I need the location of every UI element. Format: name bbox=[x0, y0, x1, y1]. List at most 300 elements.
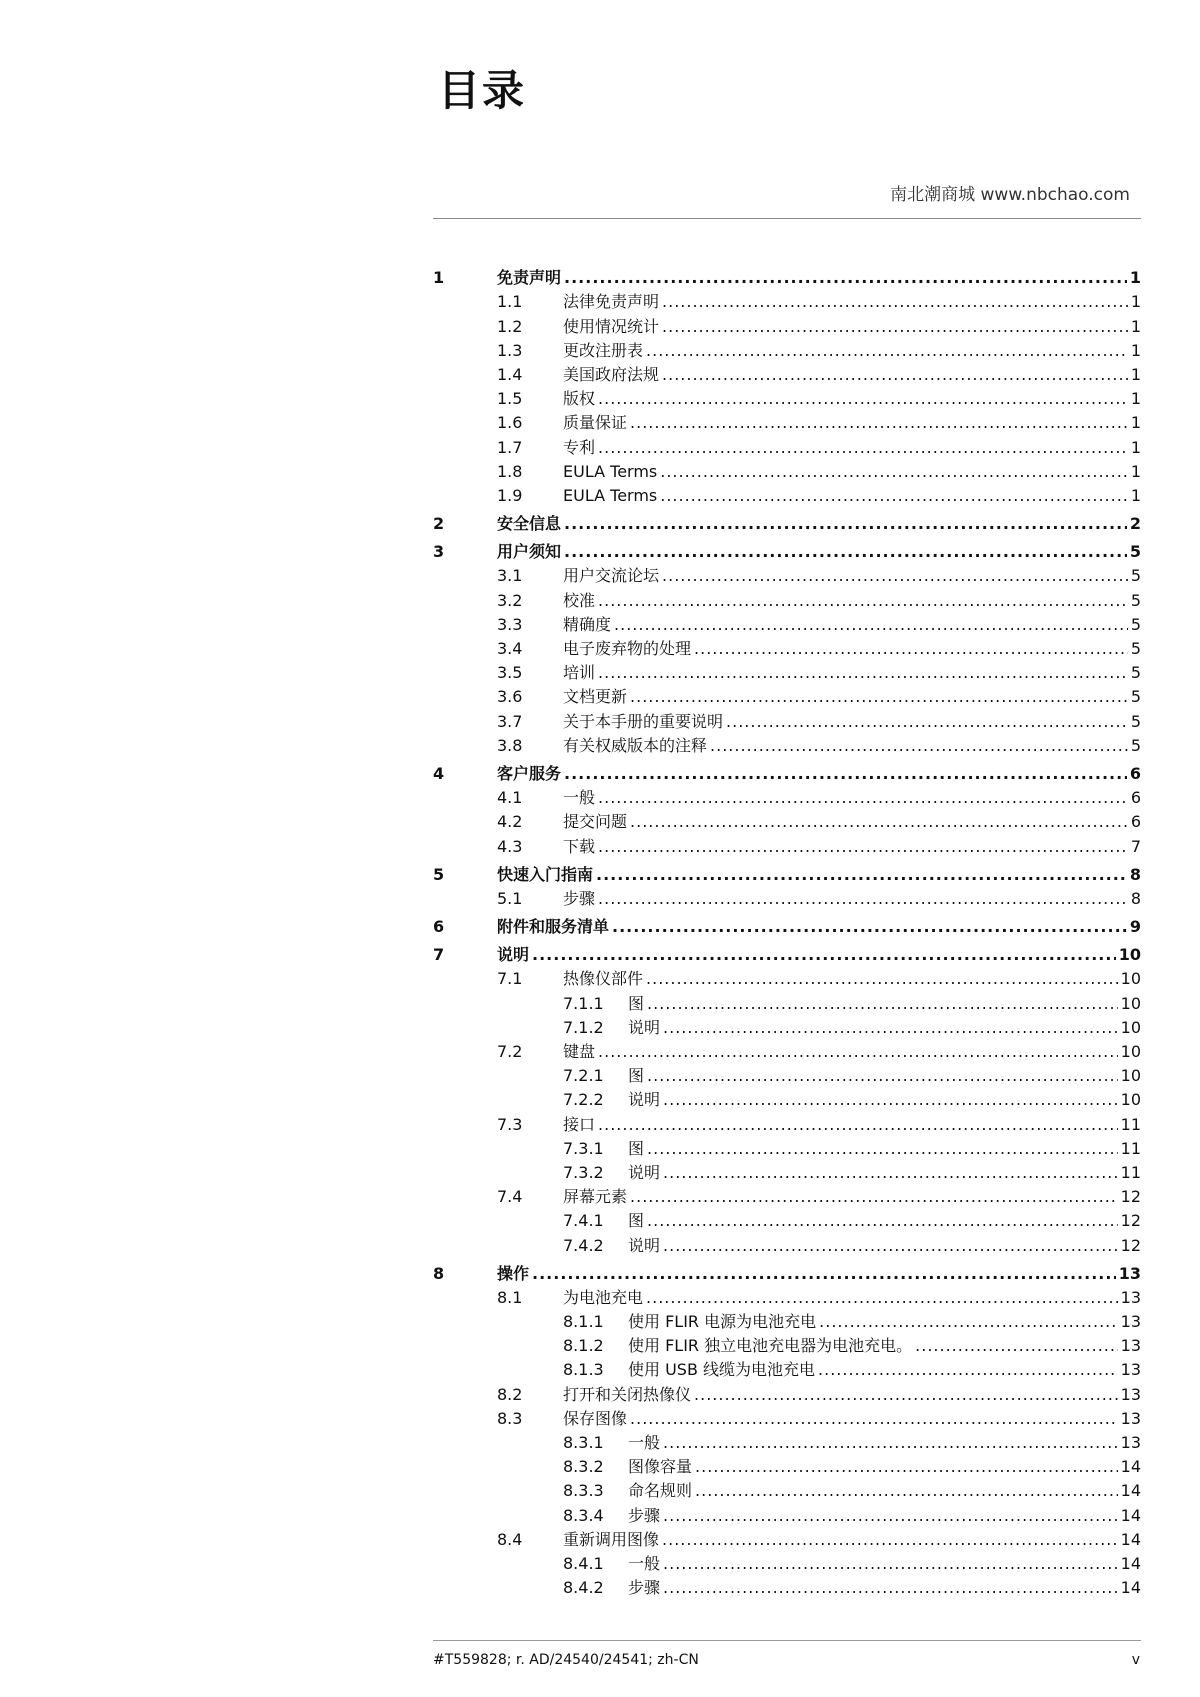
toc-entry-page: 2 bbox=[1129, 514, 1141, 534]
toc-entry-line bbox=[497, 865, 1141, 885]
toc-dot-leader bbox=[630, 1409, 1118, 1429]
page-title: 目录 bbox=[438, 66, 527, 115]
toc-entry-label: 版权 bbox=[563, 389, 596, 409]
toc-entry-line bbox=[628, 1018, 1141, 1038]
toc-dot-leader bbox=[598, 663, 1128, 683]
toc-entry-line bbox=[563, 615, 1141, 635]
toc-dot-leader bbox=[819, 1312, 1118, 1332]
toc-entry-line bbox=[628, 1336, 1141, 1356]
toc-entry-line bbox=[563, 712, 1141, 732]
toc-entry-page: 13 bbox=[1118, 1263, 1141, 1283]
toc-entry-label: 操作 bbox=[497, 1263, 530, 1283]
toc-entry[interactable] bbox=[433, 339, 1141, 363]
toc-entry-line bbox=[497, 514, 1141, 534]
toc-entry[interactable] bbox=[433, 1112, 1141, 1136]
toc-dot-leader bbox=[564, 542, 1127, 562]
toc-entry-number: 1.2 bbox=[497, 316, 523, 336]
toc-entry-line bbox=[628, 1211, 1141, 1231]
toc-dot-leader bbox=[663, 1578, 1118, 1598]
toc-entry-page: 13 bbox=[1120, 1408, 1141, 1428]
toc-dot-leader bbox=[598, 591, 1128, 611]
toc-entry-label: 培训 bbox=[563, 663, 596, 683]
toc-entry-line bbox=[628, 1457, 1141, 1477]
toc-entry[interactable] bbox=[433, 1503, 1141, 1527]
toc-entry-line bbox=[563, 292, 1141, 312]
toc-entry-number: 8.1.2 bbox=[563, 1336, 604, 1356]
toc-entry-label: 步骤 bbox=[628, 1505, 661, 1525]
toc-entry-number: 8.3.3 bbox=[563, 1481, 604, 1501]
toc-entry[interactable] bbox=[433, 786, 1141, 810]
toc-entry[interactable] bbox=[433, 1382, 1141, 1406]
toc-entry-page: 10 bbox=[1120, 1090, 1141, 1110]
toc-entry-page: 1 bbox=[1130, 316, 1141, 336]
toc-entry-line bbox=[497, 764, 1141, 784]
toc-dot-leader bbox=[915, 1336, 1118, 1356]
toc-entry[interactable] bbox=[433, 1233, 1141, 1257]
toc-entry-page: 12 bbox=[1120, 1211, 1141, 1231]
toc-entry[interactable] bbox=[433, 290, 1141, 314]
toc-entry-label: 图 bbox=[628, 1066, 645, 1086]
toc-dot-leader bbox=[598, 889, 1128, 909]
toc-entry-number: 8.3 bbox=[497, 1408, 523, 1428]
toc-dot-leader bbox=[662, 566, 1128, 586]
toc-dot-leader bbox=[647, 1066, 1118, 1086]
toc-entry-number: 5.1 bbox=[497, 888, 523, 908]
toc-dot-leader bbox=[598, 1042, 1118, 1062]
toc-entry-page: 10 bbox=[1120, 1042, 1141, 1061]
toc-entry-line bbox=[628, 1433, 1141, 1453]
toc-entry-line bbox=[563, 1288, 1141, 1308]
toc-entry-number: 8.3.4 bbox=[563, 1505, 604, 1525]
toc-entry-number: 7.3.2 bbox=[563, 1162, 604, 1182]
toc-entry-label: 校准 bbox=[563, 590, 596, 610]
toc-entry-line bbox=[563, 317, 1141, 337]
toc-entry-number: 7.4.1 bbox=[563, 1211, 604, 1231]
toc-dot-leader bbox=[663, 1090, 1118, 1110]
toc-entry-line bbox=[628, 1236, 1141, 1256]
toc-entry-label: 保存图像 bbox=[563, 1408, 628, 1428]
toc-entry-label: 有关权威版本的注释 bbox=[563, 735, 708, 755]
toc-entry-page: 14 bbox=[1120, 1578, 1141, 1598]
toc-entry[interactable] bbox=[433, 588, 1141, 612]
toc-entry-number: 1.8 bbox=[497, 461, 523, 481]
toc-entry[interactable] bbox=[433, 512, 1141, 536]
toc-entry-number: 8.4 bbox=[497, 1529, 523, 1549]
toc-entry-page: 14 bbox=[1120, 1481, 1141, 1501]
toc-entry-label: 说明 bbox=[628, 1162, 661, 1182]
toc-entry-page: 5 bbox=[1130, 639, 1141, 658]
toc-entry[interactable] bbox=[433, 1088, 1141, 1112]
toc-dot-leader bbox=[596, 865, 1127, 885]
toc-entry[interactable] bbox=[433, 540, 1141, 564]
toc-entry-number: 3.1 bbox=[497, 566, 523, 586]
toc-entry-label: 重新调用图像 bbox=[563, 1529, 660, 1549]
toc-entry-line bbox=[563, 788, 1141, 808]
toc-entry-page: 13 bbox=[1120, 1360, 1141, 1380]
toc-entry-line bbox=[563, 341, 1141, 361]
toc-entry-page: 7 bbox=[1130, 836, 1141, 856]
toc-entry[interactable] bbox=[433, 834, 1141, 858]
toc-entry-label: 使用情况统计 bbox=[563, 316, 660, 336]
toc-entry-number: 1.7 bbox=[497, 437, 523, 457]
toc-entry-label: 键盘 bbox=[563, 1042, 596, 1061]
toc-entry-number: 7.2 bbox=[497, 1042, 523, 1061]
toc-entry-label: 图像容量 bbox=[628, 1457, 693, 1477]
toc-dot-leader bbox=[662, 292, 1128, 312]
toc-entry-page: 5 bbox=[1130, 711, 1141, 731]
toc-entry[interactable] bbox=[433, 1479, 1141, 1503]
toc-entry-page: 5 bbox=[1129, 542, 1141, 562]
toc-entry-line bbox=[628, 1163, 1141, 1183]
toc-dot-leader bbox=[564, 764, 1127, 784]
toc-dot-leader bbox=[694, 639, 1128, 659]
toc-entry-number: 8.2 bbox=[497, 1384, 523, 1404]
toc-entry[interactable] bbox=[433, 1286, 1141, 1310]
toc-dot-leader bbox=[818, 1360, 1118, 1380]
toc-entry-line bbox=[628, 1066, 1141, 1086]
toc-dot-leader bbox=[663, 1163, 1118, 1183]
toc-entry-label: 用户交流论坛 bbox=[563, 566, 660, 586]
toc-entry-line bbox=[628, 1090, 1141, 1110]
toc-entry-label: 文档更新 bbox=[563, 687, 628, 707]
toc-entry-label: 一般 bbox=[628, 1553, 661, 1573]
toc-entry-line bbox=[563, 1409, 1141, 1429]
toc-entry[interactable] bbox=[433, 266, 1141, 290]
toc-dot-leader bbox=[630, 812, 1128, 832]
toc-entry-line bbox=[563, 1530, 1141, 1550]
toc-entry[interactable] bbox=[433, 1016, 1141, 1040]
header-divider bbox=[433, 218, 1141, 219]
toc-entry-page: 13 bbox=[1120, 1433, 1141, 1452]
toc-entry-page: 1 bbox=[1130, 485, 1141, 505]
table-of-contents bbox=[433, 266, 1141, 1600]
toc-entry[interactable] bbox=[433, 1161, 1141, 1185]
toc-dot-leader bbox=[660, 486, 1128, 506]
toc-dot-leader bbox=[663, 1506, 1118, 1526]
toc-entry-line bbox=[563, 1385, 1141, 1405]
toc-entry-line bbox=[563, 1042, 1141, 1062]
toc-entry-number: 3.2 bbox=[497, 590, 523, 610]
toc-entry-page: 5 bbox=[1130, 735, 1141, 755]
toc-entry-label: EULA Terms bbox=[563, 461, 658, 481]
toc-entry-number: 8 bbox=[433, 1263, 445, 1283]
toc-dot-leader bbox=[630, 1187, 1118, 1207]
toc-entry-line bbox=[628, 994, 1141, 1014]
toc-entry-page: 6 bbox=[1130, 788, 1141, 808]
toc-entry[interactable] bbox=[433, 1358, 1141, 1382]
toc-entry-label: 安全信息 bbox=[497, 514, 562, 534]
toc-entry-label: 一般 bbox=[628, 1433, 661, 1452]
toc-entry[interactable] bbox=[433, 1185, 1141, 1209]
toc-entry[interactable] bbox=[433, 435, 1141, 459]
toc-entry-page: 6 bbox=[1129, 763, 1141, 783]
toc-entry-line bbox=[563, 462, 1141, 482]
toc-entry-label: 步骤 bbox=[563, 888, 596, 908]
toc-entry[interactable] bbox=[433, 1209, 1141, 1233]
toc-entry-label: 打开和关闭热像仪 bbox=[563, 1384, 692, 1404]
toc-dot-leader bbox=[630, 687, 1128, 707]
toc-entry-label: 法律免责声明 bbox=[563, 292, 660, 312]
toc-dot-leader bbox=[598, 438, 1128, 458]
toc-entry-page: 5 bbox=[1130, 663, 1141, 683]
toc-entry-number: 1.4 bbox=[497, 364, 523, 384]
toc-entry-page: 1 bbox=[1130, 437, 1141, 457]
toc-dot-leader bbox=[660, 462, 1128, 482]
toc-entry[interactable] bbox=[433, 1262, 1141, 1286]
toc-entry-page: 1 bbox=[1130, 292, 1141, 312]
toc-entry-page: 10 bbox=[1120, 969, 1141, 989]
toc-entry-label: 接口 bbox=[563, 1114, 596, 1134]
toc-dot-leader bbox=[663, 1236, 1118, 1256]
toc-entry-line bbox=[563, 837, 1141, 857]
toc-entry[interactable] bbox=[433, 1137, 1141, 1161]
toc-entry[interactable] bbox=[433, 1334, 1141, 1358]
toc-entry-line bbox=[563, 639, 1141, 659]
toc-entry-line bbox=[628, 1312, 1141, 1332]
toc-entry-page: 13 bbox=[1120, 1336, 1141, 1356]
toc-entry-page: 5 bbox=[1130, 590, 1141, 610]
toc-entry-number: 4.1 bbox=[497, 788, 523, 808]
toc-entry-label: EULA Terms bbox=[563, 485, 658, 505]
toc-entry-page: 14 bbox=[1120, 1529, 1141, 1549]
toc-entry-label: 专利 bbox=[563, 437, 596, 457]
toc-entry-line bbox=[563, 687, 1141, 707]
toc-entry[interactable] bbox=[433, 363, 1141, 387]
toc-entry-line bbox=[628, 1578, 1141, 1598]
toc-entry[interactable] bbox=[433, 810, 1141, 834]
toc-entry-label: 电子废弃物的处理 bbox=[563, 639, 692, 658]
toc-entry-number: 3.8 bbox=[497, 735, 523, 755]
toc-entry[interactable] bbox=[433, 314, 1141, 338]
toc-dot-leader bbox=[630, 413, 1128, 433]
toc-entry[interactable] bbox=[433, 887, 1141, 911]
toc-entry-number: 1 bbox=[433, 268, 445, 288]
toc-dot-leader bbox=[694, 1385, 1118, 1405]
toc-entry-number: 7.3.1 bbox=[563, 1138, 604, 1158]
toc-dot-leader bbox=[663, 1554, 1118, 1574]
toc-entry-label: 图 bbox=[628, 993, 645, 1013]
toc-entry-line bbox=[563, 438, 1141, 458]
toc-entry-number: 4 bbox=[433, 763, 445, 783]
toc-dot-leader bbox=[564, 268, 1127, 288]
toc-entry[interactable] bbox=[433, 564, 1141, 588]
toc-entry-line bbox=[563, 969, 1141, 989]
toc-entry-number: 8.1.3 bbox=[563, 1360, 604, 1380]
toc-entry-page: 14 bbox=[1120, 1553, 1141, 1573]
toc-entry-label: 屏幕元素 bbox=[563, 1187, 628, 1207]
toc-dot-leader bbox=[614, 615, 1128, 635]
toc-entry-number: 1.6 bbox=[497, 413, 523, 433]
toc-entry-label: 免责声明 bbox=[497, 268, 562, 288]
toc-dot-leader bbox=[646, 1288, 1118, 1308]
toc-entry-label: 说明 bbox=[628, 1017, 661, 1037]
toc-entry-page: 13 bbox=[1120, 1384, 1141, 1404]
toc-entry[interactable] bbox=[433, 991, 1141, 1015]
toc-entry-number: 5 bbox=[433, 864, 445, 884]
toc-dot-leader bbox=[695, 1457, 1118, 1477]
toc-entry-line bbox=[563, 736, 1141, 756]
footer-doc-id: #T559828; r. AD/24540/24541; zh-CN bbox=[433, 1652, 699, 1668]
toc-entry-page: 1 bbox=[1130, 340, 1141, 360]
toc-entry-page: 1 bbox=[1130, 364, 1141, 384]
toc-entry[interactable] bbox=[433, 943, 1141, 967]
toc-dot-leader bbox=[695, 1481, 1118, 1501]
toc-entry-label: 质量保证 bbox=[563, 413, 628, 433]
toc-entry-line bbox=[628, 1139, 1141, 1159]
toc-entry-number: 7.2.1 bbox=[563, 1066, 604, 1086]
toc-entry[interactable] bbox=[433, 1040, 1141, 1064]
toc-entry-label: 客户服务 bbox=[497, 763, 562, 783]
toc-entry-label: 热像仪部件 bbox=[563, 969, 644, 989]
toc-entry-page: 10 bbox=[1118, 945, 1141, 965]
toc-entry-page: 1 bbox=[1130, 413, 1141, 433]
toc-entry-page: 8 bbox=[1129, 864, 1141, 884]
toc-entry-page: 5 bbox=[1130, 614, 1141, 634]
toc-entry-number: 6 bbox=[433, 917, 445, 937]
toc-entry-number: 4.2 bbox=[497, 812, 523, 832]
toc-dot-leader bbox=[663, 1018, 1118, 1038]
toc-entry-number: 8.4.2 bbox=[563, 1578, 604, 1598]
toc-entry-label: 提交问题 bbox=[563, 812, 628, 832]
toc-entry-label: 说明 bbox=[497, 945, 530, 965]
toc-entry-line bbox=[497, 1264, 1141, 1284]
toc-entry[interactable] bbox=[433, 460, 1141, 484]
toc-entry[interactable] bbox=[433, 685, 1141, 709]
toc-entry[interactable] bbox=[433, 387, 1141, 411]
toc-entry-number: 3 bbox=[433, 542, 445, 562]
toc-entry-number: 7.2.2 bbox=[563, 1090, 604, 1110]
toc-entry[interactable] bbox=[433, 661, 1141, 685]
toc-entry-page: 1 bbox=[1129, 268, 1141, 288]
toc-entry[interactable] bbox=[433, 709, 1141, 733]
toc-entry-number: 3.4 bbox=[497, 639, 523, 658]
toc-entry-page: 8 bbox=[1130, 888, 1141, 908]
toc-entry-page: 1 bbox=[1130, 461, 1141, 481]
toc-entry-label: 图 bbox=[628, 1138, 645, 1158]
toc-entry-label: 图 bbox=[628, 1211, 645, 1231]
toc-entry-label: 更改注册表 bbox=[563, 340, 644, 360]
toc-dot-leader bbox=[598, 1115, 1118, 1135]
toc-entry-number: 7.1.1 bbox=[563, 993, 604, 1013]
toc-entry-line bbox=[497, 542, 1141, 562]
toc-entry-line bbox=[563, 413, 1141, 433]
toc-entry-number: 8.3.2 bbox=[563, 1457, 604, 1477]
toc-entry-number: 7.4.2 bbox=[563, 1235, 604, 1255]
toc-entry[interactable] bbox=[433, 734, 1141, 758]
toc-entry[interactable] bbox=[433, 967, 1141, 991]
toc-entry-page: 6 bbox=[1130, 812, 1141, 832]
toc-entry-line bbox=[563, 566, 1141, 586]
toc-entry-page: 5 bbox=[1130, 687, 1141, 707]
toc-entry-label: 下载 bbox=[563, 836, 596, 856]
toc-entry[interactable] bbox=[433, 1310, 1141, 1334]
toc-entry-label: 步骤 bbox=[628, 1578, 661, 1598]
toc-entry-line bbox=[628, 1554, 1141, 1574]
toc-entry[interactable] bbox=[433, 1576, 1141, 1600]
toc-entry[interactable] bbox=[433, 1431, 1141, 1455]
toc-entry-line bbox=[563, 663, 1141, 683]
toc-entry-number: 7.1 bbox=[497, 969, 523, 989]
toc-entry-number: 7 bbox=[433, 945, 445, 965]
toc-entry-label: 使用 FLIR 电源为电池充电 bbox=[628, 1312, 817, 1332]
toc-entry-label: 精确度 bbox=[563, 614, 612, 634]
toc-entry-number: 2 bbox=[433, 514, 445, 534]
toc-dot-leader bbox=[647, 1211, 1118, 1231]
toc-entry-number: 8.3.1 bbox=[563, 1433, 604, 1452]
toc-entry-number: 3.5 bbox=[497, 663, 523, 683]
toc-entry-number: 3.3 bbox=[497, 614, 523, 634]
toc-entry-page: 13 bbox=[1120, 1287, 1141, 1307]
toc-entry-page: 9 bbox=[1129, 917, 1141, 937]
toc-entry-label: 快速入门指南 bbox=[497, 864, 594, 884]
toc-entry-page: 11 bbox=[1120, 1138, 1141, 1158]
toc-entry-page: 11 bbox=[1120, 1162, 1141, 1182]
toc-entry-line bbox=[563, 812, 1141, 832]
toc-entry-line bbox=[628, 1481, 1141, 1501]
toc-entry-line bbox=[563, 889, 1141, 909]
toc-entry-page: 14 bbox=[1120, 1505, 1141, 1525]
toc-entry[interactable] bbox=[433, 1064, 1141, 1088]
toc-entry-line bbox=[497, 945, 1141, 965]
toc-entry-line bbox=[563, 1115, 1141, 1135]
toc-entry-label: 关于本手册的重要说明 bbox=[563, 711, 724, 731]
toc-dot-leader bbox=[532, 1264, 1116, 1284]
toc-entry[interactable] bbox=[433, 915, 1141, 939]
toc-entry-number: 8.4.1 bbox=[563, 1553, 604, 1573]
toc-entry-number: 8.1.1 bbox=[563, 1312, 604, 1332]
toc-entry[interactable] bbox=[433, 1552, 1141, 1576]
toc-dot-leader bbox=[647, 994, 1118, 1014]
toc-entry[interactable] bbox=[433, 613, 1141, 637]
toc-entry-label: 说明 bbox=[628, 1090, 661, 1110]
toc-entry[interactable] bbox=[433, 411, 1141, 435]
footer-divider bbox=[433, 1640, 1141, 1641]
toc-entry-line bbox=[563, 591, 1141, 611]
toc-dot-leader bbox=[598, 389, 1128, 409]
toc-entry-number: 1.3 bbox=[497, 340, 523, 360]
toc-dot-leader bbox=[646, 341, 1128, 361]
watermark-text: 南北潮商城 www.nbchao.com bbox=[890, 185, 1130, 205]
toc-dot-leader bbox=[612, 917, 1127, 937]
toc-dot-leader bbox=[710, 736, 1128, 756]
toc-entry-page: 1 bbox=[1130, 389, 1141, 409]
toc-entry-page: 11 bbox=[1120, 1114, 1141, 1134]
toc-dot-leader bbox=[564, 514, 1127, 534]
toc-entry-label: 为电池充电 bbox=[563, 1287, 644, 1307]
toc-dot-leader bbox=[647, 1139, 1118, 1159]
toc-entry-line bbox=[563, 389, 1141, 409]
toc-entry-label: 说明 bbox=[628, 1235, 661, 1255]
toc-entry[interactable] bbox=[433, 1455, 1141, 1479]
toc-entry-line bbox=[563, 1187, 1141, 1207]
toc-entry-page: 12 bbox=[1120, 1187, 1141, 1207]
toc-entry-label: 使用 FLIR 独立电池充电器为电池充电。 bbox=[628, 1336, 913, 1356]
footer-page-number: v bbox=[1131, 1652, 1140, 1668]
toc-entry[interactable] bbox=[433, 1528, 1141, 1552]
toc-dot-leader bbox=[663, 1433, 1118, 1453]
toc-entry[interactable] bbox=[433, 637, 1141, 661]
toc-entry[interactable] bbox=[433, 863, 1141, 887]
toc-entry[interactable] bbox=[433, 1407, 1141, 1431]
toc-entry-page: 14 bbox=[1120, 1457, 1141, 1477]
toc-entry-page: 10 bbox=[1120, 1066, 1141, 1086]
toc-entry[interactable] bbox=[433, 484, 1141, 508]
toc-entry[interactable] bbox=[433, 762, 1141, 786]
toc-dot-leader bbox=[662, 1530, 1118, 1550]
toc-dot-leader bbox=[598, 837, 1128, 857]
toc-dot-leader bbox=[532, 945, 1116, 965]
toc-entry-label: 美国政府法规 bbox=[563, 364, 660, 384]
